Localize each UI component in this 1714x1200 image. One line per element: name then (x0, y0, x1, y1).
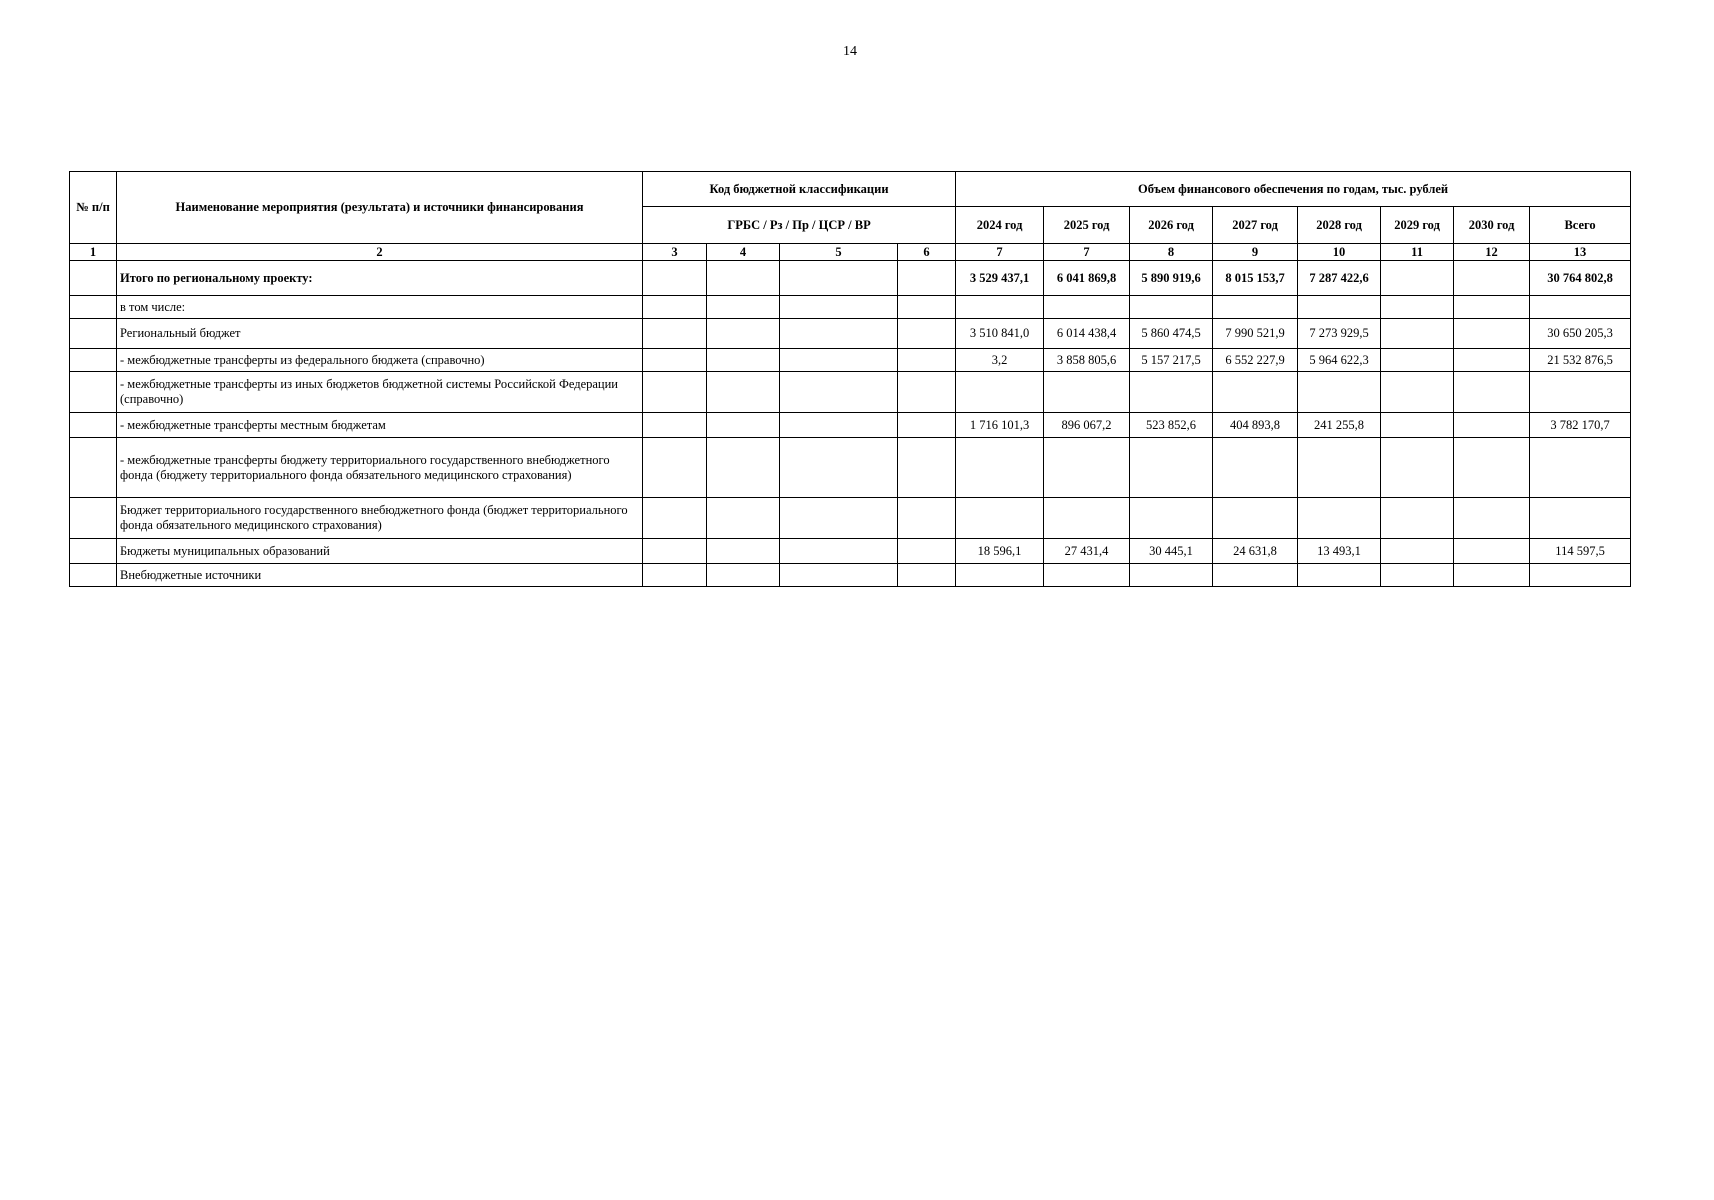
row-number-cell (70, 413, 117, 438)
header-code-group: Код бюджетной классификации (643, 172, 956, 207)
code-cell (780, 438, 898, 498)
code-cell (898, 498, 956, 539)
year-value-cell: 13 493,1 (1298, 539, 1381, 564)
row-number-cell (70, 319, 117, 349)
code-cell (898, 564, 956, 587)
code-cell (898, 413, 956, 438)
code-cell (707, 564, 780, 587)
year-value-cell (1454, 296, 1530, 319)
table-row (70, 438, 1631, 498)
total-cell (1530, 498, 1631, 539)
code-cell (707, 498, 780, 539)
code-cell (780, 261, 898, 296)
row-number-cell (70, 564, 117, 587)
header-name: Наименование мероприятия (результата) и источники финансирования (117, 172, 643, 244)
table-row (70, 498, 1631, 539)
table-row (70, 261, 1631, 296)
column-number: 5 (780, 244, 898, 261)
row-name: Итого по региональному проекту: (117, 261, 643, 296)
year-value-cell (1454, 319, 1530, 349)
code-cell (707, 413, 780, 438)
column-number: 7 (956, 244, 1044, 261)
column-number: 13 (1530, 244, 1631, 261)
code-cell (898, 349, 956, 372)
row-name: - межбюджетные трансферты местным бюджетам (117, 413, 643, 438)
year-value-cell (1298, 438, 1381, 498)
header-year: 2024 год (956, 207, 1044, 244)
year-value-cell (956, 372, 1044, 413)
year-value-cell: 3 510 841,0 (956, 319, 1044, 349)
code-cell (780, 564, 898, 587)
page-number: 14 (843, 44, 857, 59)
column-number: 12 (1454, 244, 1530, 261)
code-cell (707, 319, 780, 349)
total-cell: 30 764 802,8 (1530, 261, 1631, 296)
year-value-cell (1130, 564, 1213, 587)
year-value-cell: 7 273 929,5 (1298, 319, 1381, 349)
year-value-cell (1044, 438, 1130, 498)
year-value-cell: 523 852,6 (1130, 413, 1213, 438)
header-num: № п/п (70, 172, 117, 244)
header-total: Всего (1530, 207, 1631, 244)
code-cell (898, 319, 956, 349)
year-value-cell (1298, 372, 1381, 413)
year-value-cell: 5 964 622,3 (1298, 349, 1381, 372)
year-value-cell (1044, 372, 1130, 413)
code-cell (898, 438, 956, 498)
row-name: Бюджеты муниципальных образований (117, 539, 643, 564)
column-number: 3 (643, 244, 707, 261)
year-value-cell: 896 067,2 (1044, 413, 1130, 438)
year-value-cell (1454, 261, 1530, 296)
row-name: в том числе: (117, 296, 643, 319)
year-value-cell (1381, 319, 1454, 349)
total-cell: 21 532 876,5 (1530, 349, 1631, 372)
code-cell (898, 296, 956, 319)
code-cell (643, 261, 707, 296)
header-year: 2029 год (1381, 207, 1454, 244)
column-number: 10 (1298, 244, 1381, 261)
code-cell (898, 372, 956, 413)
year-value-cell (1130, 296, 1213, 319)
year-value-cell (1454, 413, 1530, 438)
year-value-cell (1381, 372, 1454, 413)
year-value-cell (1381, 539, 1454, 564)
code-cell (643, 438, 707, 498)
year-value-cell (1454, 539, 1530, 564)
header-code-sub: ГРБС / Рз / Пр / ЦСР / ВР (643, 207, 956, 244)
column-number: 6 (898, 244, 956, 261)
row-number-cell (70, 498, 117, 539)
header-year: 2030 год (1454, 207, 1530, 244)
row-number-cell (70, 438, 117, 498)
code-cell (643, 349, 707, 372)
code-cell (898, 539, 956, 564)
header-year: 2028 год (1298, 207, 1381, 244)
year-value-cell: 30 445,1 (1130, 539, 1213, 564)
column-number: 2 (117, 244, 643, 261)
year-value-cell: 241 255,8 (1298, 413, 1381, 438)
year-value-cell: 3 858 805,6 (1044, 349, 1130, 372)
row-name: Бюджет территориального государственного внебюджетного фонда (бюджет территориального фонда обязательного медицинского страхования) (117, 498, 643, 539)
year-value-cell (956, 438, 1044, 498)
column-number: 9 (1213, 244, 1298, 261)
year-value-cell (1130, 372, 1213, 413)
code-cell (707, 261, 780, 296)
column-number: 4 (707, 244, 780, 261)
total-cell (1530, 564, 1631, 587)
year-value-cell: 3 529 437,1 (956, 261, 1044, 296)
code-cell (643, 296, 707, 319)
year-value-cell (956, 296, 1044, 319)
code-cell (780, 296, 898, 319)
code-cell (780, 349, 898, 372)
code-cell (780, 413, 898, 438)
year-value-cell: 404 893,8 (1213, 413, 1298, 438)
year-value-cell (1298, 498, 1381, 539)
column-number: 11 (1381, 244, 1454, 261)
column-number-row (70, 244, 1631, 261)
total-cell (1530, 438, 1631, 498)
column-number: 8 (1130, 244, 1213, 261)
row-number-cell (70, 349, 117, 372)
year-value-cell: 18 596,1 (956, 539, 1044, 564)
row-number-cell (70, 539, 117, 564)
year-value-cell (1130, 438, 1213, 498)
total-cell: 114 597,5 (1530, 539, 1631, 564)
table-row (70, 539, 1631, 564)
code-cell (780, 539, 898, 564)
year-value-cell: 3,2 (956, 349, 1044, 372)
table-row (70, 349, 1631, 372)
code-cell (780, 498, 898, 539)
row-number-cell (70, 261, 117, 296)
row-name: - межбюджетные трансферты из федерального бюджета (справочно) (117, 349, 643, 372)
row-name: - межбюджетные трансферты из иных бюджетов бюджетной системы Российской Федерации (справочно) (117, 372, 643, 413)
year-value-cell: 7 990 521,9 (1213, 319, 1298, 349)
year-value-cell (1381, 349, 1454, 372)
year-value-cell (1454, 438, 1530, 498)
table-row (70, 296, 1631, 319)
column-number: 7 (1044, 244, 1130, 261)
year-value-cell (1454, 372, 1530, 413)
table-row (70, 372, 1631, 413)
year-value-cell (956, 564, 1044, 587)
row-number-cell (70, 296, 117, 319)
code-cell (780, 319, 898, 349)
code-cell (707, 539, 780, 564)
code-cell (707, 349, 780, 372)
total-cell (1530, 372, 1631, 413)
year-value-cell: 5 157 217,5 (1130, 349, 1213, 372)
year-value-cell: 5 890 919,6 (1130, 261, 1213, 296)
table-row (70, 319, 1631, 349)
year-value-cell (1381, 296, 1454, 319)
year-value-cell: 6 552 227,9 (1213, 349, 1298, 372)
code-cell (643, 564, 707, 587)
year-value-cell: 24 631,8 (1213, 539, 1298, 564)
year-value-cell (1381, 261, 1454, 296)
year-value-cell (1381, 564, 1454, 587)
row-number-cell (70, 372, 117, 413)
code-cell (643, 539, 707, 564)
code-cell (643, 372, 707, 413)
code-cell (643, 498, 707, 539)
column-number: 1 (70, 244, 117, 261)
year-value-cell (1213, 372, 1298, 413)
year-value-cell (1454, 564, 1530, 587)
budget-table (69, 171, 1631, 587)
year-value-cell (1454, 349, 1530, 372)
year-value-cell: 7 287 422,6 (1298, 261, 1381, 296)
header-year: 2025 год (1044, 207, 1130, 244)
year-value-cell (1298, 564, 1381, 587)
year-value-cell: 1 716 101,3 (956, 413, 1044, 438)
year-value-cell: 8 015 153,7 (1213, 261, 1298, 296)
total-cell (1530, 296, 1631, 319)
row-name: - межбюджетные трансферты бюджету территориального государственного внебюджетного фонда (бюджету территориального фонда обязательного медицинского страхования) (117, 438, 643, 498)
year-value-cell: 6 014 438,4 (1044, 319, 1130, 349)
year-value-cell (1454, 498, 1530, 539)
year-value-cell (1381, 413, 1454, 438)
year-value-cell (1130, 498, 1213, 539)
code-cell (707, 372, 780, 413)
year-value-cell (956, 498, 1044, 539)
year-value-cell (1213, 438, 1298, 498)
header-year: 2027 год (1213, 207, 1298, 244)
table-row (70, 413, 1631, 438)
code-cell (643, 319, 707, 349)
code-cell (643, 413, 707, 438)
year-value-cell (1044, 564, 1130, 587)
total-cell: 30 650 205,3 (1530, 319, 1631, 349)
table-row (70, 564, 1631, 587)
year-value-cell (1044, 498, 1130, 539)
year-value-cell (1213, 296, 1298, 319)
code-cell (707, 296, 780, 319)
header-year: 2026 год (1130, 207, 1213, 244)
row-name: Внебюджетные источники (117, 564, 643, 587)
year-value-cell: 5 860 474,5 (1130, 319, 1213, 349)
total-cell: 3 782 170,7 (1530, 413, 1631, 438)
code-cell (898, 261, 956, 296)
code-cell (707, 438, 780, 498)
year-value-cell: 6 041 869,8 (1044, 261, 1130, 296)
year-value-cell: 27 431,4 (1044, 539, 1130, 564)
header-finance-group: Объем финансового обеспечения по годам, тыс. рублей (956, 172, 1631, 207)
code-cell (780, 372, 898, 413)
year-value-cell (1213, 564, 1298, 587)
year-value-cell (1213, 498, 1298, 539)
year-value-cell (1381, 438, 1454, 498)
row-name: Региональный бюджет (117, 319, 643, 349)
year-value-cell (1044, 296, 1130, 319)
year-value-cell (1381, 498, 1454, 539)
year-value-cell (1298, 296, 1381, 319)
